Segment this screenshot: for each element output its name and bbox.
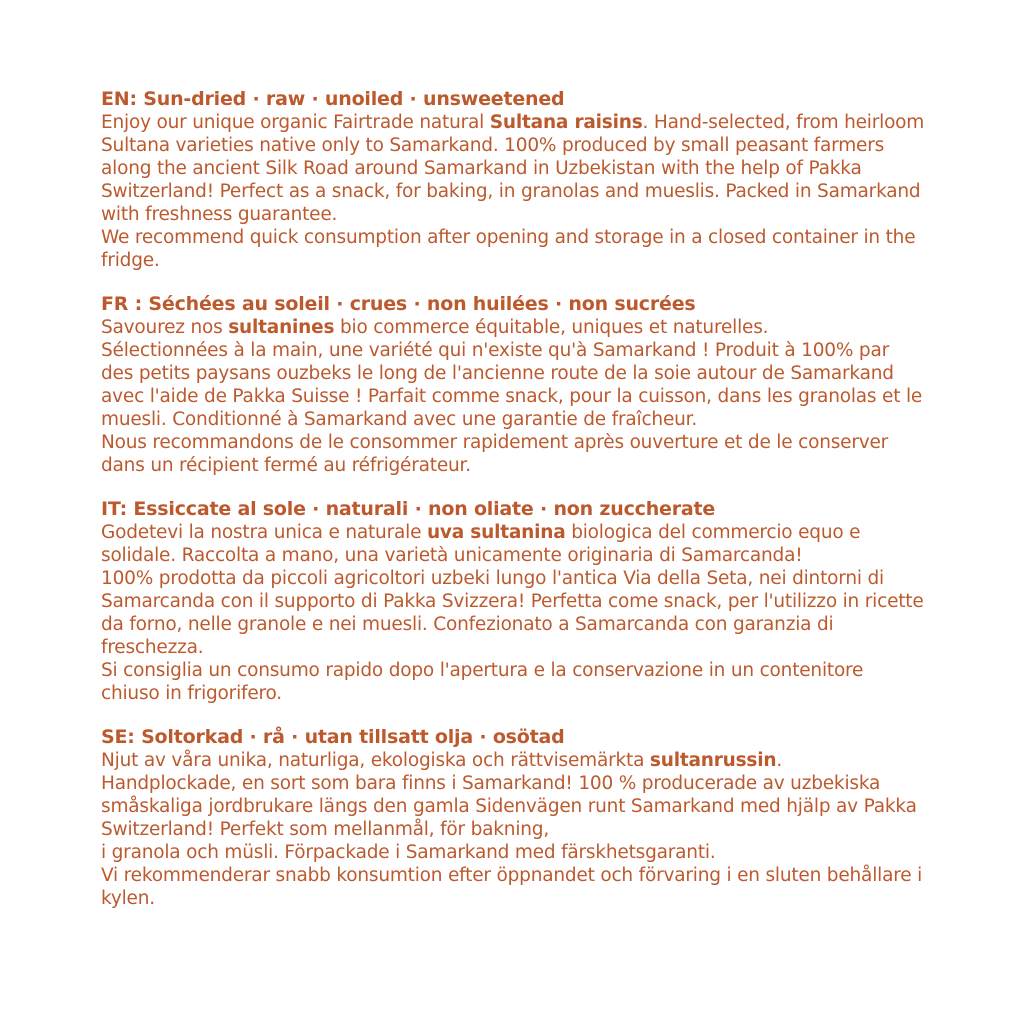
fr-product-name-bold: sultanines <box>228 317 335 338</box>
en-text-before-bold: Enjoy our unique organic Fairtrade natural <box>101 112 490 133</box>
fr-text-before-bold: Savourez nos <box>101 317 229 338</box>
en-description-paragraph <box>101 111 925 226</box>
se-granola-paragraph: i granola och müsli. Förpackade i Samarkand med färskhetsgaranti. <box>101 842 716 863</box>
it-product-name-bold: uva sultanina <box>426 522 566 543</box>
product-label-text <box>101 88 925 931</box>
fr-text-after-bold: bio commerce équitable, uniques et naturelles. <box>334 317 769 338</box>
se-text-after-bold: . <box>776 750 783 771</box>
fr-description-paragraph: Sélectionnées à la main, une variété qui n'existe qu'à Samarkand ! Produit à 100% par des petits paysans ouzbeks le long de l'ancienne route de la soie autour de Samarkand avec l'aide de Pakka Suisse ! Parfait comme snack, pour la cuisson, dans les granolas et le muesli. Conditionné à Samarkand avec une garantie de fraîcheur. <box>101 340 923 430</box>
it-text-before-bold: Godetevi la nostra unica e naturale <box>101 522 427 543</box>
fr-intro-paragraph <box>101 316 925 339</box>
se-storage-paragraph: Vi rekommenderar snabb konsumtion efter öppnandet och förvaring i en sluten behållare i kylen. <box>101 865 923 909</box>
se-product-name-bold: sultanrussin <box>649 750 777 771</box>
en-product-name-bold: Sultana raisins <box>489 112 643 133</box>
fr-storage-paragraph: Nous recommandons de le consommer rapidement après ouverture et de le conserver dans un récipient fermé au réfrigérateur. <box>101 432 889 476</box>
section-swedish <box>101 726 925 910</box>
it-intro-paragraph <box>101 521 925 567</box>
section-english <box>101 88 925 272</box>
en-text-after-bold: . Hand-selected, from heirloom Sultana varieties native only to Samarkand. 100% produced by small peasant farmers along the ancient Silk Road around Samarkand in Uzbekistan with the help of Pakka Switzerland! Perfect as a snack, for baking, in granolas and mueslis. Packed in Samarkand with freshness guarantee. <box>101 112 925 225</box>
it-storage-paragraph: Si consiglia un consumo rapido dopo l'apertura e la conservazione in un contenitore chiuso in frigorifero. <box>101 660 864 704</box>
se-description-paragraph: Handplockade, en sort som bara finns i Samarkand! 100 % producerade av uzbekiska småskaliga jordbrukare längs den gamla Sidenvägen runt Samarkand med hjälp av Pakka Switzerland! Perfekt som mellanmål, för bakning, <box>101 773 917 840</box>
section-heading-fr: FR : Séchées au soleil · crues · non huilées · non sucrées <box>101 293 696 315</box>
section-italian <box>101 498 925 705</box>
section-french <box>101 293 925 477</box>
it-description-paragraph: 100% prodotta da piccoli agricoltori uzbeki lungo l'antica Via della Seta, nei dintorni di Samarcanda con il supporto di Pakka Svizzera! Perfetta come snack, per l'utilizzo in ricette da forno, nelle granole e nei muesli. Confezionato a Samarcanda con garanzia di freschezza. <box>101 568 924 658</box>
en-storage-paragraph: We recommend quick consumption after opening and storage in a closed container in the fridge. <box>101 227 916 271</box>
section-heading-se: SE: Soltorkad · rå · utan tillsatt olja · osötad <box>101 726 565 748</box>
section-heading-en: EN: Sun-dried · raw · unoiled · unsweetened <box>101 88 565 110</box>
se-text-before-bold: Njut av våra unika, naturliga, ekologiska och rättvisemärkta <box>101 750 650 771</box>
se-intro-paragraph <box>101 749 925 772</box>
section-heading-it: IT: Essiccate al sole · naturali · non oliate · non zuccherate <box>101 498 716 520</box>
it-text-after-bold: biologica del commercio equo e solidale. Raccolta a mano, una varietà unicamente originaria di Samarcanda! <box>101 522 861 566</box>
